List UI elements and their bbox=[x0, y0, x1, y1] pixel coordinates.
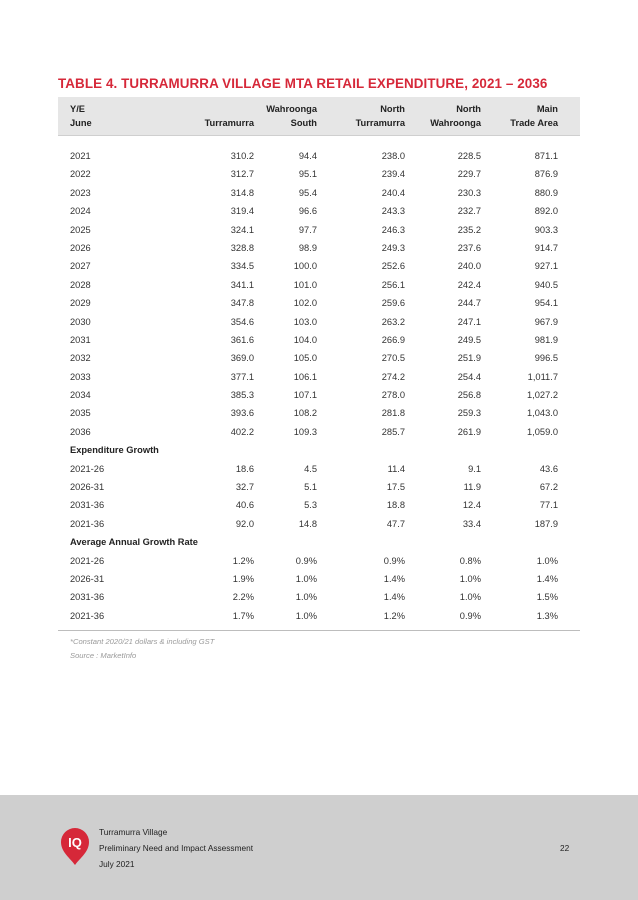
table-cell: 996.5 bbox=[534, 353, 558, 364]
column-header bbox=[430, 102, 481, 130]
table-row bbox=[58, 222, 580, 240]
table-row bbox=[58, 516, 580, 534]
table-row bbox=[58, 608, 580, 626]
row-label: 2028 bbox=[70, 279, 91, 290]
table-cell: 1,011.7 bbox=[527, 371, 558, 382]
table-body bbox=[58, 148, 580, 626]
row-label: 2032 bbox=[70, 353, 91, 364]
column-header-line: Turramurra bbox=[355, 118, 405, 128]
table-cell: 109.3 bbox=[293, 426, 317, 437]
table-cell: 871.1 bbox=[534, 151, 558, 161]
table-cell: 1.3% bbox=[536, 610, 558, 621]
table-cell: 230.3 bbox=[457, 187, 481, 198]
page-footer bbox=[0, 795, 638, 900]
table-row bbox=[58, 203, 580, 221]
table-row bbox=[58, 405, 580, 423]
footer-project-name: Turramurra Village bbox=[99, 827, 168, 837]
row-label: 2026-31 bbox=[70, 573, 105, 584]
table-cell: 1.0% bbox=[459, 592, 481, 603]
table-cell: 1.2% bbox=[232, 555, 254, 566]
table-cell: 101.0 bbox=[293, 279, 317, 290]
column-header-line: Wahroonga bbox=[266, 104, 317, 114]
table-cell: 324.1 bbox=[230, 224, 254, 235]
column-header bbox=[356, 102, 405, 130]
table-cell: 259.3 bbox=[457, 408, 481, 419]
table-cell: 274.2 bbox=[381, 371, 405, 382]
expenditure-table bbox=[58, 97, 580, 631]
table-cell: 1,059.0 bbox=[526, 426, 558, 437]
row-label: 2025 bbox=[70, 224, 91, 235]
table-cell: 1.4% bbox=[383, 573, 405, 584]
table-cell: 40.6 bbox=[235, 500, 254, 511]
column-header-line: North bbox=[456, 104, 481, 114]
table-header bbox=[58, 97, 580, 136]
row-label: 2023 bbox=[70, 187, 91, 198]
table-cell: 880.9 bbox=[534, 187, 558, 198]
table-cell: 239.4 bbox=[381, 169, 405, 180]
table-cell: 263.2 bbox=[381, 316, 405, 327]
table-cell: 278.0 bbox=[381, 390, 405, 401]
table-row bbox=[58, 350, 580, 368]
row-label: 2036 bbox=[70, 426, 91, 437]
table-cell: 954.1 bbox=[534, 298, 558, 309]
table-cell: 33.4 bbox=[462, 518, 481, 529]
table-cell: 261.9 bbox=[457, 426, 481, 437]
table-cell: 252.6 bbox=[381, 261, 405, 272]
column-header bbox=[70, 102, 92, 130]
table-row bbox=[58, 369, 580, 387]
table-cell: 102.0 bbox=[293, 298, 317, 309]
table-cell: 187.9 bbox=[534, 518, 558, 529]
table-row bbox=[58, 571, 580, 589]
row-label: 2031-36 bbox=[70, 500, 105, 511]
column-header-line: June bbox=[70, 118, 92, 128]
table-cell: 95.1 bbox=[298, 169, 317, 180]
table-bottom-rule bbox=[58, 630, 580, 631]
table-cell: 361.6 bbox=[230, 334, 254, 345]
table-cell: 9.1 bbox=[468, 463, 481, 474]
table-cell: 246.3 bbox=[381, 224, 405, 235]
table-cell: 95.4 bbox=[298, 187, 317, 198]
table-cell: 940.5 bbox=[534, 279, 558, 290]
constant-dollars-note: *Constant 2020/21 dollars & including GST bbox=[70, 637, 215, 646]
section-heading bbox=[58, 534, 580, 552]
table-row bbox=[58, 258, 580, 276]
table-cell: 96.6 bbox=[298, 206, 317, 217]
table-row bbox=[58, 553, 580, 571]
table-cell: 243.3 bbox=[381, 206, 405, 217]
table-cell: 876.9 bbox=[534, 169, 558, 180]
iq-logo-icon bbox=[59, 826, 91, 866]
table-cell: 393.6 bbox=[230, 408, 254, 419]
row-label: 2033 bbox=[70, 371, 91, 382]
table-row bbox=[58, 387, 580, 405]
table-cell: 244.7 bbox=[457, 298, 481, 309]
table-cell: 5.3 bbox=[304, 500, 317, 511]
table-cell: 967.9 bbox=[534, 316, 558, 327]
table-cell: 334.5 bbox=[230, 261, 254, 272]
table-cell: 266.9 bbox=[381, 334, 405, 345]
table-cell: 377.1 bbox=[230, 371, 254, 382]
table-cell: 100.0 bbox=[293, 261, 317, 272]
logo-text: IQ bbox=[68, 835, 82, 850]
table-cell: 32.7 bbox=[235, 482, 254, 493]
table-cell: 251.9 bbox=[457, 353, 481, 364]
table-title: TABLE 4. TURRAMURRA VILLAGE MTA RETAIL EXPENDITURE, 2021 – 2036 bbox=[58, 76, 548, 91]
table-cell: 281.8 bbox=[381, 408, 405, 419]
table-cell: 254.4 bbox=[457, 371, 481, 382]
table-cell: 242.4 bbox=[457, 279, 481, 290]
section-heading bbox=[58, 442, 580, 460]
section-heading-label: Expenditure Growth bbox=[70, 445, 159, 456]
table-cell: 1.7% bbox=[232, 610, 254, 621]
table-cell: 12.4 bbox=[462, 500, 481, 511]
table-cell: 402.2 bbox=[230, 426, 254, 437]
table-row bbox=[58, 166, 580, 184]
table-cell: 249.3 bbox=[381, 242, 405, 253]
table-cell: 341.1 bbox=[230, 279, 254, 290]
column-header bbox=[510, 102, 558, 130]
table-cell: 319.4 bbox=[230, 206, 254, 217]
table-cell: 1.0% bbox=[295, 592, 317, 603]
table-cell: 981.9 bbox=[534, 334, 558, 345]
table-cell: 240.4 bbox=[381, 187, 405, 198]
row-label: 2021 bbox=[70, 151, 91, 161]
row-label: 2031 bbox=[70, 334, 91, 345]
table-cell: 92.0 bbox=[235, 518, 254, 529]
row-label: 2021-26 bbox=[70, 555, 105, 566]
table-cell: 238.0 bbox=[381, 151, 405, 161]
table-cell: 1.0% bbox=[295, 573, 317, 584]
table-cell: 229.7 bbox=[457, 169, 481, 180]
row-label: 2024 bbox=[70, 206, 91, 217]
table-cell: 1.4% bbox=[536, 573, 558, 584]
column-header-line: Y/E bbox=[70, 104, 85, 114]
column-header-line bbox=[205, 102, 254, 116]
table-cell: 103.0 bbox=[293, 316, 317, 327]
row-label: 2022 bbox=[70, 169, 91, 180]
table-row bbox=[58, 479, 580, 497]
row-label: 2021-36 bbox=[70, 518, 105, 529]
table-cell: 11.9 bbox=[463, 482, 481, 493]
table-cell: 105.0 bbox=[293, 353, 317, 364]
table-cell: 369.0 bbox=[230, 353, 254, 364]
table-cell: 1.9% bbox=[232, 573, 254, 584]
table-cell: 1.5% bbox=[536, 592, 558, 603]
table-cell: 312.7 bbox=[230, 169, 254, 180]
table-cell: 240.0 bbox=[457, 261, 481, 272]
table-row bbox=[58, 461, 580, 479]
table-cell: 235.2 bbox=[457, 224, 481, 235]
table-cell: 108.2 bbox=[293, 408, 317, 419]
table-cell: 0.9% bbox=[459, 610, 481, 621]
column-header bbox=[266, 102, 317, 130]
table-cell: 77.1 bbox=[539, 500, 558, 511]
table-row bbox=[58, 185, 580, 203]
row-label: 2035 bbox=[70, 408, 91, 419]
table-cell: 2.2% bbox=[232, 592, 254, 603]
table-cell: 314.8 bbox=[230, 187, 254, 198]
table-cell: 67.2 bbox=[539, 482, 558, 493]
row-label: 2026 bbox=[70, 242, 91, 253]
table-cell: 259.6 bbox=[381, 298, 405, 309]
table-cell: 97.7 bbox=[298, 224, 317, 235]
table-cell: 11.4 bbox=[387, 463, 405, 474]
table-cell: 914.7 bbox=[534, 242, 558, 253]
row-label: 2034 bbox=[70, 390, 91, 401]
column-header-line: Turramurra bbox=[204, 118, 254, 128]
table-cell: 310.2 bbox=[230, 151, 254, 161]
table-cell: 0.9% bbox=[383, 555, 405, 566]
table-cell: 47.7 bbox=[386, 518, 405, 529]
footer-date: July 2021 bbox=[99, 859, 135, 869]
column-header-line: Trade Area bbox=[510, 118, 558, 128]
table-cell: 256.8 bbox=[457, 390, 481, 401]
table-cell: 14.8 bbox=[298, 518, 317, 529]
table-cell: 892.0 bbox=[534, 206, 558, 217]
table-cell: 1.0% bbox=[459, 573, 481, 584]
table-row bbox=[58, 277, 580, 295]
table-cell: 0.9% bbox=[295, 555, 317, 566]
table-row bbox=[58, 424, 580, 442]
table-cell: 5.1 bbox=[304, 482, 317, 493]
table-cell: 1.4% bbox=[383, 592, 405, 603]
table-cell: 94.4 bbox=[298, 151, 317, 161]
table-cell: 347.8 bbox=[230, 298, 254, 309]
table-cell: 385.3 bbox=[230, 390, 254, 401]
table-cell: 256.1 bbox=[381, 279, 405, 290]
column-header-line: North bbox=[380, 104, 405, 114]
column-header-line: South bbox=[290, 118, 317, 128]
table-cell: 247.1 bbox=[457, 316, 481, 327]
source-note: Source : MarketInfo bbox=[70, 651, 137, 660]
table-cell: 328.8 bbox=[230, 242, 254, 253]
table-cell: 354.6 bbox=[230, 316, 254, 327]
row-label: 2021-26 bbox=[70, 463, 105, 474]
table-row bbox=[58, 240, 580, 258]
table-row bbox=[58, 314, 580, 332]
table-cell: 106.1 bbox=[293, 371, 317, 382]
table-cell: 1.2% bbox=[383, 610, 405, 621]
column-header-line: Main bbox=[536, 104, 558, 114]
row-label: 2027 bbox=[70, 261, 91, 272]
table-row bbox=[58, 295, 580, 313]
table-row bbox=[58, 332, 580, 350]
row-label: 2021-36 bbox=[70, 610, 105, 621]
table-cell: 17.5 bbox=[386, 482, 405, 493]
section-heading-label: Average Annual Growth Rate bbox=[70, 537, 198, 548]
footer-report-name: Preliminary Need and Impact Assessment bbox=[99, 843, 254, 853]
table-cell: 104.0 bbox=[293, 334, 317, 345]
table-row bbox=[58, 497, 580, 515]
table-cell: 18.8 bbox=[386, 500, 405, 511]
table-cell: 270.5 bbox=[381, 353, 405, 364]
column-header-line: Wahroonga bbox=[430, 118, 481, 128]
table-cell: 285.7 bbox=[381, 426, 405, 437]
table-row bbox=[58, 589, 580, 607]
row-label: 2026-31 bbox=[70, 482, 105, 493]
table-cell: 927.1 bbox=[534, 261, 558, 272]
column-header bbox=[205, 102, 254, 130]
table-cell: 107.1 bbox=[293, 390, 317, 401]
table-cell: 228.5 bbox=[457, 151, 481, 161]
table-cell: 1.0% bbox=[295, 610, 317, 621]
table-cell: 1.0% bbox=[536, 555, 558, 566]
table-cell: 4.5 bbox=[304, 463, 317, 474]
table-row bbox=[58, 148, 580, 166]
table-cell: 18.6 bbox=[235, 463, 254, 474]
table-cell: 249.5 bbox=[457, 334, 481, 345]
table-cell: 98.9 bbox=[298, 242, 317, 253]
table-cell: 903.3 bbox=[534, 224, 558, 235]
table-cell: 1,043.0 bbox=[526, 408, 558, 419]
row-label: 2031-36 bbox=[70, 592, 105, 603]
table-cell: 232.7 bbox=[457, 206, 481, 217]
page-number: 22 bbox=[560, 843, 570, 853]
row-label: 2029 bbox=[70, 298, 91, 309]
table-cell: 0.8% bbox=[459, 555, 481, 566]
row-label: 2030 bbox=[70, 316, 91, 327]
table-cell: 237.6 bbox=[457, 242, 481, 253]
table-cell: 1,027.2 bbox=[526, 390, 558, 401]
table-cell: 43.6 bbox=[539, 463, 558, 474]
